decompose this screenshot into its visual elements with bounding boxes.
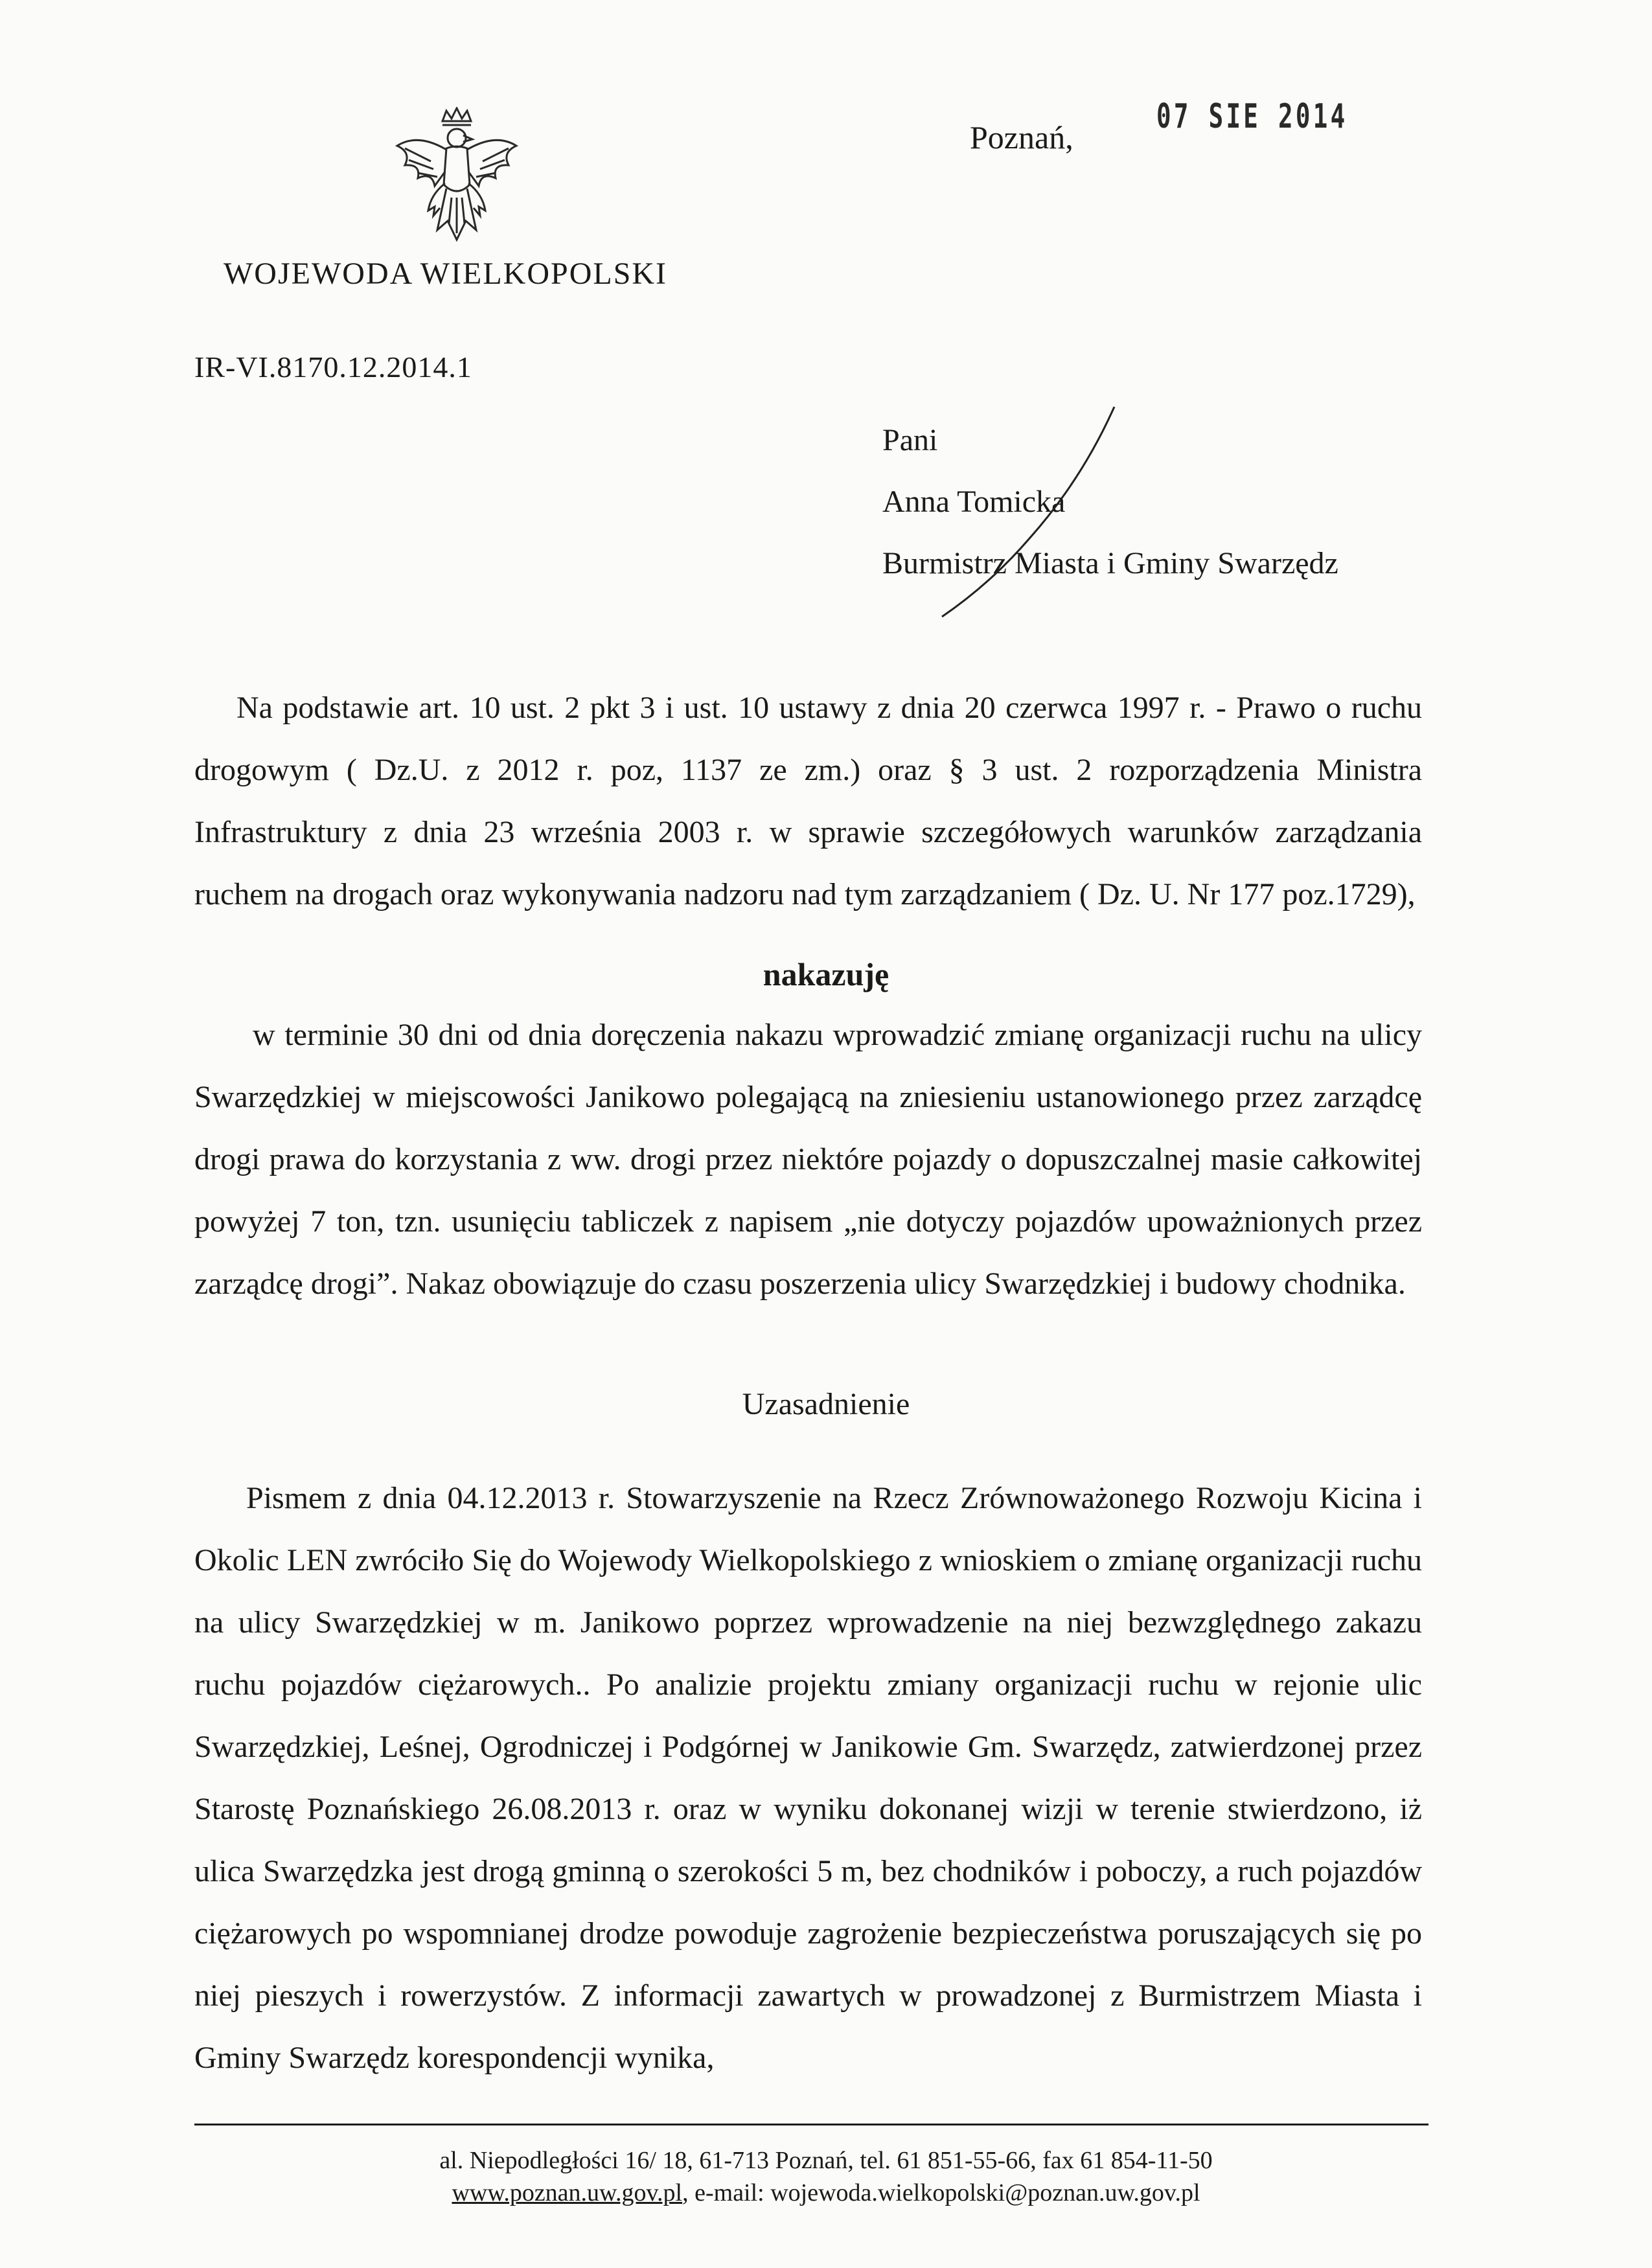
footer-address: al. Niepodległości 16/ 18, 61-713 Poznań, tel. 61 851-55-66, fax 61 854-11-50 [439, 2147, 1213, 2174]
addressee-name: Anna Tomicka [882, 485, 1066, 519]
issuing-authority: WOJEWODA WIELKOPOLSKI [224, 257, 668, 291]
place-of-issue: Poznań, [970, 119, 1073, 155]
website-link[interactable]: www.poznan.uw.gov.pl [452, 2179, 683, 2206]
eagle-emblem-icon [392, 107, 522, 246]
footer-email: , e-mail: wojewoda.wielkopolski@poznan.uw.gov.pl [682, 2179, 1200, 2206]
date-stamp: 07 SIE 2014 [1156, 97, 1348, 136]
justification-heading: Uzasadnienie [742, 1387, 910, 1421]
reference-number: IR-VI.8170.12.2014.1 [194, 350, 472, 384]
order-paragraph: w terminie 30 dni od dnia doręczenia nakazu wprowadzić zmianę organizacji ruchu na ulicy Swarzędzkiej w miejscowości Janikowo polegającą na zniesieniu ustanowionego przez zarządcę drogi prawa do korzystania z ww. drogi przez niektóre pojazdy o dopuszczalnej masie całkowitej powyżej 7 ton, tzn. usunięciu tabliczek z napisem „nie dotyczy pojazdów upoważnionych przez zarządcę drogi”. Nakaz obowiązuje do czasu poszerzenia ulicy Swarzędzkiej i budowy chodnika. [194, 1018, 1422, 1301]
addressee-salutation: Pani [882, 423, 938, 457]
order-heading: nakazuję [763, 956, 889, 992]
handwritten-stroke [933, 402, 1127, 622]
footer-divider [194, 2124, 1428, 2125]
legal-basis-paragraph: Na podstawie art. 10 ust. 2 pkt 3 i ust. 10 ustawy z dnia 20 czerwca 1997 r. - Prawo o ruchu drogowym ( Dz.U. z 2012 r. poz, 1137 ze zm.) oraz § 3 ust. 2 rozporządzenia Ministra Infrastruktury z dnia 23 września 2003 r. w sprawie szczegółowych warunków zarządzania ruchem na drogach oraz wykonywania nadzoru nad tym zarządzaniem ( Dz. U. Nr 177 poz.1729), [194, 691, 1422, 911]
justification-paragraph: Pismem z dnia 04.12.2013 r. Stowarzyszenie na Rzecz Zrównoważonego Rozwoju Kicina i Okolic LEN zwróciło Się do Wojewody Wielkopolskiego z wnioskiem o zmianę organizacji ruchu na ulicy Swarzędzkiej w m. Janikowo poprzez wprowadzenie na niej bezwzględnego zakazu ruchu pojazdów ciężarowych.. Po analizie projektu zmiany organizacji ruchu w rejonie ulic Swarzędzkiej, Leśnej, Ogrodniczej i Podgórnej w Janikowie Gm. Swarzędz, zatwierdzonej przez Starostę Poznańskiego 26.08.2013 r. oraz w wyniku dokonanej wizji w terenie stwierdzono, iż ulica Swarzędzka jest drogą gminną o szerokości 5 m, bez chodników i poboczy, a ruch pojazdów ciężarowych po wspomnianej drodze powoduje zagrożenie bezpieczeństwa poruszających się po niej pieszych i rowerzystów. Z informacji zawartych w prowadzonej z Burmistrzem Miasta i Gminy Swarzędz korespondencji wynika, [194, 1481, 1422, 2075]
footer-contact [0, 2177, 1652, 2209]
footer [0, 2144, 1652, 2209]
addressee-title: Burmistrz Miasta i Gminy Swarzędz [882, 546, 1338, 580]
